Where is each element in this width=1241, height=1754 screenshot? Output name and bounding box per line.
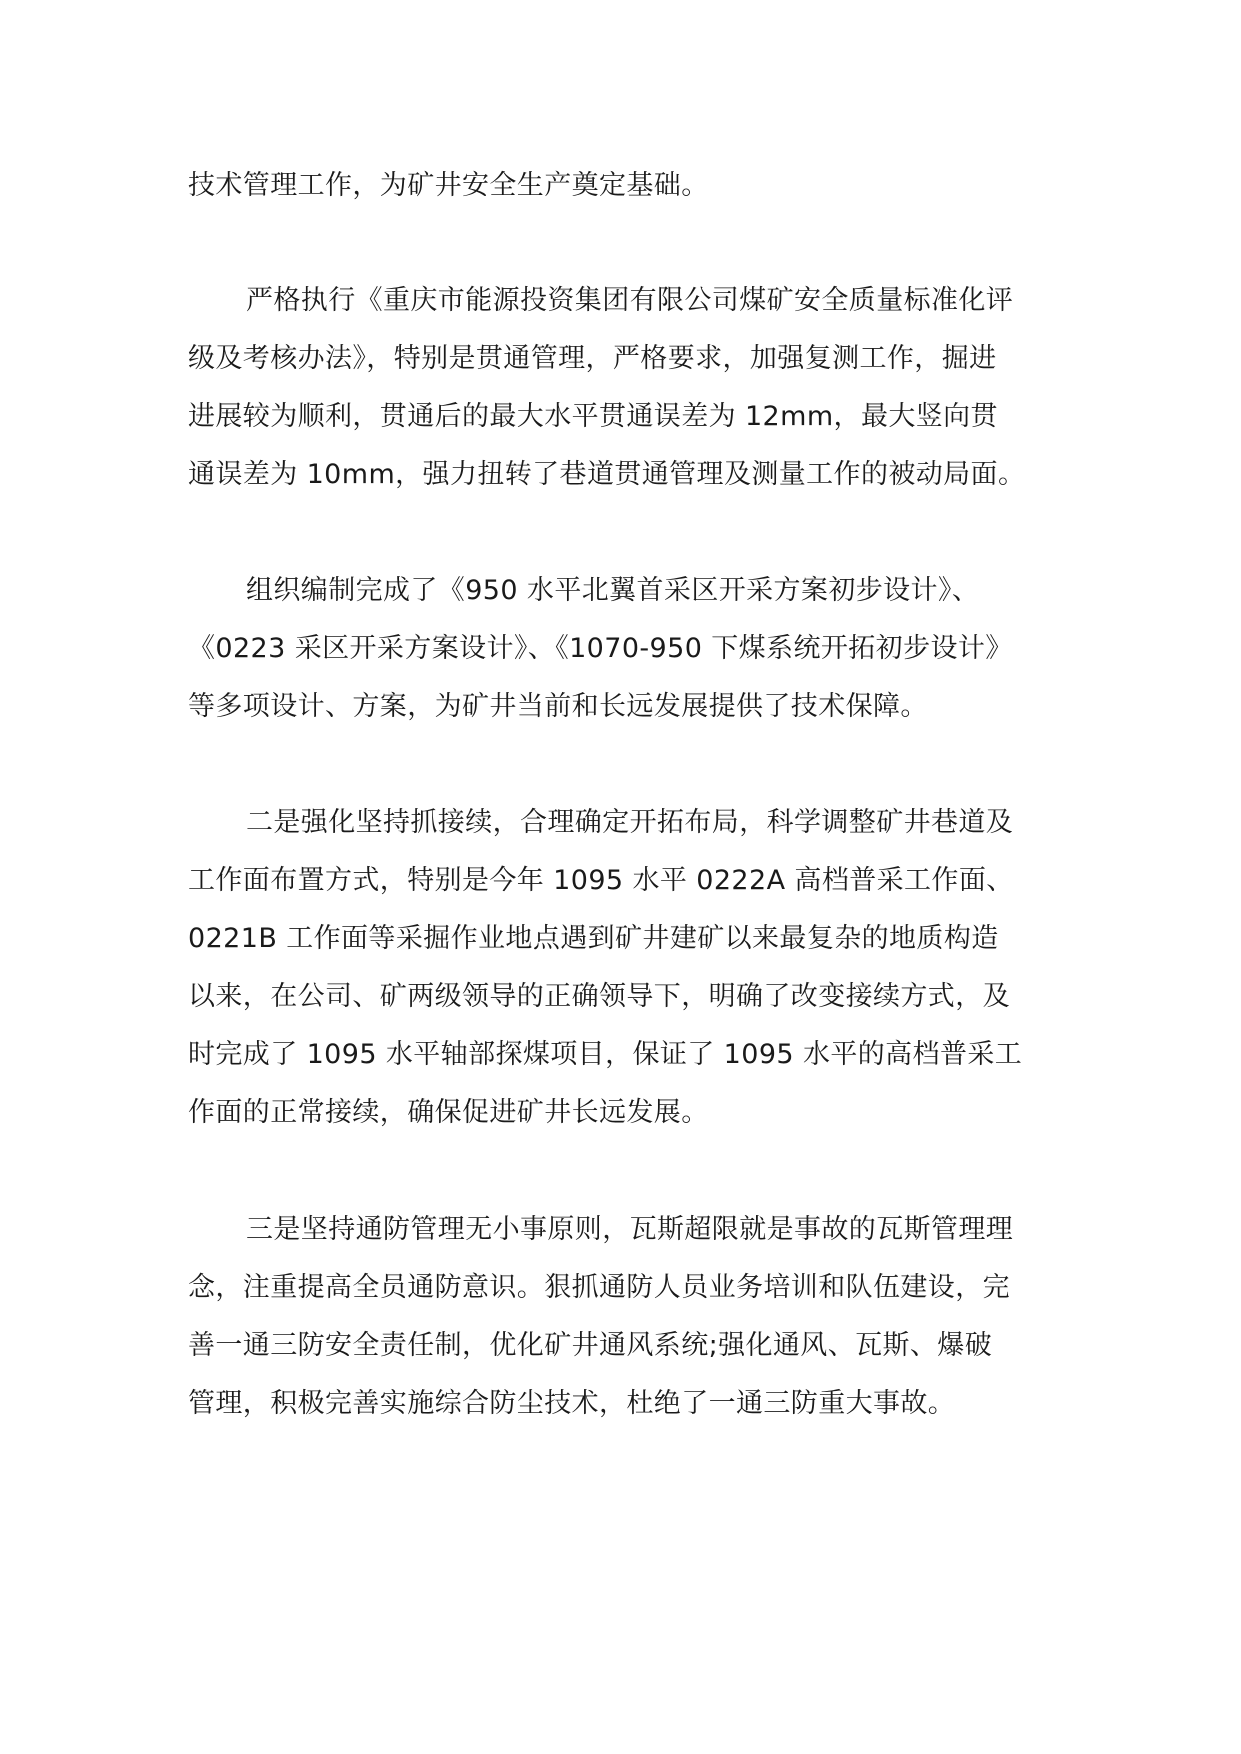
text-line: 以来，在公司、矿两级领导的正确领导下，明确了改变接续方式，及 [188, 981, 1010, 1012]
text-line: 技术管理工作，为矿井安全生产奠定基础。 [188, 170, 709, 201]
text-line: 念，注重提高全员通防意识。狠抓通防人员业务培训和队伍建设，完 [188, 1272, 1010, 1303]
text-line: 作面的正常接续，确保促进矿井长远发展。 [188, 1097, 709, 1128]
text-line: 二是强化坚持抓接续，合理确定开拓布局，科学调整矿井巷道及 [246, 807, 1014, 838]
text-line: 管理，积极完善实施综合防尘技术，杜绝了一通三防重大事故。 [188, 1388, 956, 1419]
text-line: 三是坚持通防管理无小事原则，瓦斯超限就是事故的瓦斯管理理 [246, 1214, 1014, 1245]
text-line: 《0223 采区开采方案设计》、《1070-950 下煤系统开拓初步设计》 [188, 633, 1013, 664]
text-line: 0221B 工作面等采掘作业地点遇到矿井建矿以来最复杂的地质构造 [188, 923, 999, 954]
text-line: 级及考核办法》，特别是贯通管理，严格要求，加强复测工作，掘进 [188, 343, 997, 374]
text-line: 进展较为顺利，贯通后的最大水平贯通误差为 12mm，最大竖向贯 [188, 401, 998, 432]
text-line: 组织编制完成了《950 水平北翼首采区开采方案初步设计》、 [246, 575, 980, 606]
text-line: 等多项设计、方案，为矿井当前和长远发展提供了技术保障。 [188, 691, 928, 722]
text-line: 通误差为 10mm，强力扭转了巷道贯通管理及测量工作的被动局面。 [188, 459, 1026, 490]
text-line: 严格执行《重庆市能源投资集团有限公司煤矿安全质量标准化评 [246, 285, 1014, 316]
text-line: 善一通三防安全责任制，优化矿井通风系统;强化通风、瓦斯、爆破 [188, 1330, 993, 1361]
text-line: 工作面布置方式，特别是今年 1095 水平 0222A 高档普采工作面、 [188, 865, 1014, 896]
text-line: 时完成了 1095 水平轴部探煤项目，保证了 1095 水平的高档普采工 [188, 1039, 1023, 1070]
